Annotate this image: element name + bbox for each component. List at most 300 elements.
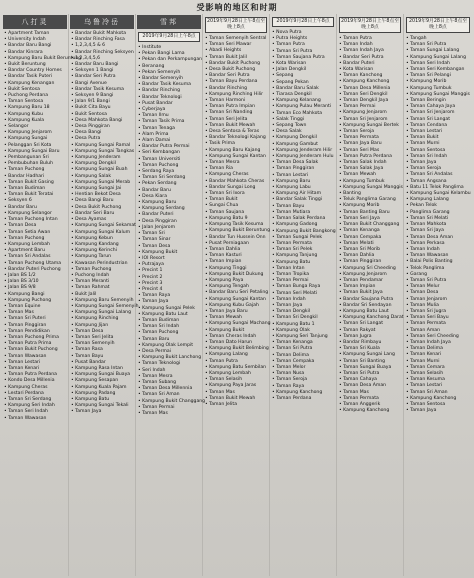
list-item: • Taman Bukit Mewah [205,123,268,129]
list-item: • Taman Permata [339,135,402,141]
list-item: • Bandar Baru Bangi [4,43,67,49]
list-item: • Taman Seri Dengkil [339,92,402,98]
list-item: • Taman Perdana [272,396,335,402]
list-item: • Taman Murni [406,141,471,147]
list-item: • Kampung Sungai Ramal [71,143,134,149]
list-item: • Kampung Rinching [71,316,134,322]
column-5 [270,14,337,576]
list-item: • Pekan Semenyih [138,70,201,76]
list-item: • Taman Lestari [4,360,67,366]
region-banner: 雪邦 [137,15,201,29]
list-item: • Bandar Seri Baru [71,211,134,217]
list-item: • Taman Jaya Baru [339,141,402,147]
list-item: • Taman Bukit [205,197,268,203]
list-item: • Taman Puchong [138,330,201,336]
list-item: • Taman Sri Andalas [406,172,471,178]
list-item: • Kampung Bukit Belimbing [205,346,268,352]
place-list [69,31,139,416]
list-item: • Taman Seroja [339,129,402,135]
list-item: • Taman Puchong Prima [4,335,67,341]
list-item: • Taman Anggerik [339,402,402,408]
list-item: • Taman Bayu [71,354,134,360]
list-item: • Kampung Sungai Tekali [71,403,134,409]
list-item: • Bandar Salak Tinggi [272,197,335,203]
list-item: • Kampung Sungai Lalang [71,310,134,316]
list-item: • Taman Delima [406,346,471,352]
list-item: • Taman Puchong Utama [4,261,67,267]
list-item: • Taman Raya [272,384,335,390]
list-item: • Taman Sri Putra [406,278,471,284]
list-item: • Taman Putra [339,36,402,42]
list-item: • Sepang [272,73,335,79]
list-item: • Taman Aman [406,328,471,334]
list-item: • Kampung Jenderam [71,155,134,161]
list-item: • Taman Sentosa [4,99,67,105]
list-item: • Taman Angsana [406,179,471,185]
list-item: • Kampung Kubu Gajah [205,303,268,309]
list-item: • Nova Putra [272,30,335,36]
list-item: • Taman Wawasan [406,253,471,259]
list-item: • Taman Bukit Jaya [339,290,402,296]
list-item: • Precint 1 [138,268,201,274]
list-item: • Taman Jaya Baru [205,309,268,315]
page-title: 受影响的地区和时期 [196,3,278,12]
list-item: • Taman Ilmu [138,113,201,119]
list-item: • Kampung Baru [138,200,201,206]
list-item: • Kampung Paya Jaras [205,383,268,389]
list-item: • Taman Beringin [406,98,471,104]
list-item: • Kampung Gambut [272,142,335,148]
list-item: • Taman Sentosa [406,402,471,408]
list-item: • Kampung Jenjarom [339,110,402,116]
list-item: • Taman Bukit Changgang [339,222,402,228]
list-item: • Kampung Kanchong [406,396,471,402]
list-item: • Kampung Tasik Kesuma [205,222,268,228]
list-item: • Kampung Sungai Baru [4,149,67,155]
list-item: • Taman Semenyih Sentral [205,36,268,42]
list-item: • IOI Resort [138,256,201,262]
list-item: • Kampung Padang [71,391,134,397]
list-item: • Apartment Baru [4,248,67,254]
place-list [337,36,403,414]
column-1 [2,14,82,576]
list-item: • Taman Seri Bayu [406,315,471,321]
list-item: • Taman Mas [4,310,67,316]
list-item: • Bandar Tasik Kesuma [71,87,134,93]
list-item: • Taman Permai [339,104,402,110]
list-item: • Kampung Kubu [4,112,67,118]
list-item: • Desa Ayamas [71,217,134,223]
list-item: • Taman Rakyat [339,328,402,334]
list-item: • Taman Subang [138,380,201,386]
list-item: • Bandar Sungai Long [205,185,268,191]
list-item: • Taman Lestari [406,129,471,135]
list-item: • Bukit Cita Bayu [71,105,134,111]
list-item: • Panglima Garang [406,210,471,216]
list-item: • Kampung Sungai [4,136,67,142]
list-item: • Kampung Morib [339,203,402,209]
list-item: • Kampung Kanchong Darat [339,315,402,321]
list-item: • Kampung Olak [272,328,335,334]
list-item: • Taman Kasturi [205,253,268,259]
list-item: • Kampung Olak Lempit [138,343,201,349]
list-item: • Kampung Morib [406,79,471,85]
list-item: • Taman Pendamar [339,278,402,284]
list-item: • Bandar Tasik Puteri [4,74,67,80]
list-item: • Pusat Bandar [138,101,201,107]
list-item: • 1,2,3,4,5 & 6 [71,43,134,49]
list-item: • Sepang Pekan [272,80,335,86]
list-item: • Desa Kiara [138,194,201,200]
list-item: • Bandar Baru Bangi [71,62,134,68]
list-item: • Taman Sri Serdang [4,397,67,403]
list-item: • Kampung Jenjarom [339,272,402,278]
list-item: • Taman Putra Prima [4,341,67,347]
list-item: • Taman Seri Jaya [339,216,402,222]
list-item: • Kota Warisan [272,61,335,67]
list-item: • Teluk Panglima Garang [339,197,402,203]
list-item: • Beranang [138,64,201,70]
list-item: • Kampung Tanjung [272,253,335,259]
list-item: • University Indah [4,37,67,43]
list-item: • Kampung Jenderam Hulu [272,154,335,160]
list-item: • Kampung Rasa Intan [71,366,134,372]
list-item: • Seri Kembangan [138,150,201,156]
list-item: • Tasik Prima [205,141,268,147]
list-item: • Institute [138,45,201,51]
list-item: • Taman Putra [272,42,335,48]
list-item: • Taman Permai [272,278,335,284]
list-item: • Taman Budiman [138,318,201,324]
list-item: • Taman Mas [138,411,201,417]
list-item: • Taman Seri Melati [272,291,335,297]
list-item: • Taman Sri Ixora [205,191,268,197]
column-4 [203,14,270,576]
list-item: • Pelanggan Sri Kota [4,143,67,149]
list-item: • Kampung Batu Laut [138,312,201,318]
list-item: • Taman Jelita [205,402,268,408]
list-item: • Bandar Bukit Puchong [205,61,268,67]
place-list [404,36,472,414]
list-item: • Jalan 9/1 Bangi [71,99,134,105]
list-item: • Taman Sri Jugra [406,309,471,315]
list-item: • Taman Indah [272,297,335,303]
list-item: • Taman Bukit Teratai [4,192,67,198]
list-item: • Kampung Bukit [205,328,268,334]
list-item: • Putrajaya [138,262,201,268]
list-item: • Taman Raya [138,293,201,299]
list-item: • Apartment Taman [4,31,67,37]
list-item: • Taman Kenanga [272,340,335,346]
list-item: • Taman Cahaya Jaya [406,104,471,110]
column-6 [337,14,404,576]
list-item: • Taman Sri Nanding [205,110,268,116]
list-item: • Taman Sri Putra [272,346,335,352]
list-item: • Kawasan Perindustrian [71,261,134,267]
list-item: • Alam Damai [138,138,201,144]
list-item: • Taman Harmoni [205,98,268,104]
list-item: • Taman Kenanga [339,228,402,234]
list-item: • Kota Warisan [339,67,402,73]
list-item: • Taman Dahlia [339,253,402,259]
list-item: • Kampung Sungai Pelek [138,306,201,312]
list-item: • Taman Seri Kembangan [406,67,471,73]
list-item: • Kampung Paya [205,278,268,284]
list-item: • Kampung Salak [71,174,134,180]
list-item: • Taman Jenjarom [406,297,471,303]
list-item: • Taman Nusa [272,371,335,377]
list-item: • Serdang Raya [138,169,201,175]
list-item: • Taman Teknologi [138,361,201,367]
list-item: • Taman Sungai Pelek [272,235,335,241]
list-item: • Desa Salak [272,129,335,135]
list-item: • Kampung Kuala [4,118,67,124]
list-item: • Kampung Puchong [4,298,67,304]
list-item: • Kampung Sungai Bertek [339,123,402,129]
list-item: • Taman Bukit [406,135,471,141]
list-item: • Kampung Bukit [138,250,201,256]
list-item: • Kampung Batu Sembilan [205,365,268,371]
list-item: • Taman Desa Aman [406,235,471,241]
list-item: • Taman Sri Putra [339,371,402,377]
list-item: • Kampung Kanchong [339,408,402,414]
list-item: • Taman Jaya [71,409,134,415]
list-item: • Taman Puchong [138,163,201,169]
list-item: • Salak Tinggi [272,117,335,123]
list-item: • Kampung Sungai Kantan [205,154,268,160]
list-item: • Taman Cahaya [339,377,402,383]
list-item: • Taman Bunga Raya [272,284,335,290]
list-item: • Taman Cempaka [339,235,402,241]
list-item: • Puchong Indah [71,273,134,279]
list-item: • Taman Cheras Indah [205,334,268,340]
list-item: • Taman Indah [339,42,402,48]
list-item: • Bandar Rimbayu [339,340,402,346]
list-item: • Kampung Jijan [71,323,134,329]
list-item: • Sepang Town [272,123,335,129]
list-item: • Taman Sri Andalas [4,254,67,260]
list-item: • Seksyen 9 Bangi [71,93,134,99]
list-item: • Taman Sri [138,231,201,237]
list-item: • Putra Heights [272,36,335,42]
list-item: • Taman Bukit Jalil [205,55,268,61]
list-item: • Kampung Bukit Lanchong [138,355,201,361]
list-item: • Bandar Baru Seri Petaling [205,290,268,296]
list-item: • Taman Seroja [272,377,335,383]
list-item: • Bandar Seri Putra [339,55,402,61]
list-item: • Precint 3 [138,281,201,287]
list-item: • Kampung Gadong [272,222,335,228]
list-item: • Bandar Teknologi [138,95,201,101]
list-item: • Taman Tropika [272,272,335,278]
list-item: • Bandar Tasik Kesuma [138,82,201,88]
list-item: • Kampung Sungai Kalum [71,230,134,236]
list-item: • Kampung Kuala Pajam [71,385,134,391]
list-item: • Bandar Mahkota Cheras [205,179,268,185]
list-item: • Taman Seri Indah [406,61,471,67]
list-item: • Kampung Tumbuk [339,179,402,185]
list-item: • Pekan Telok [406,203,471,209]
list-item: • Kampung Sungai Lang [339,352,402,358]
list-item: • Precint 4 [138,287,201,293]
list-item: • Kampung Tinggi [205,266,268,272]
list-item: • Kampung Kenangan [4,81,67,87]
list-item: • Taman Melor [272,365,335,371]
list-item: • Kampung Lembah [4,242,67,248]
list-item: • Kampung Bangi [4,292,67,298]
list-item: • Taman Sri Kuala [339,346,402,352]
list-item: • Kampung Pulau Meranti [272,104,335,110]
list-item: • Kampung Seri Tanjung [272,334,335,340]
list-item: • Taman Puchong Intan [4,217,67,223]
list-item: • Taman Dahlia [205,247,268,253]
list-item: • Desa Sentosa & Teras [205,129,268,135]
list-item: • Taman Puchong [4,236,67,242]
list-item: • Taman Sentosa [406,148,471,154]
list-item: • Taman Sri Indah [406,154,471,160]
list-item: • Taman Cemara [406,365,471,371]
list-item: • Bandar Putra Permai [138,144,201,150]
list-item: • Kampung Labu [272,185,335,191]
list-item: • Taman Sri Jenjarom [406,110,471,116]
list-item: • Taman Sri Puteri [4,316,67,322]
list-item: • Bandar Semenyih [138,76,201,82]
list-item: • Taman Desa [71,329,134,335]
list-item: • Taman Rasa [71,347,134,353]
list-item: • Desa Bukit Puchong [205,67,268,73]
list-item: • Taman Delima [272,353,335,359]
list-item: • Precint 2 [138,275,201,281]
list-item: • Taman Permata [272,241,335,247]
list-item: • Taman Pinggiran [4,323,67,329]
list-item: • Taman Indah Jaya [339,48,402,54]
list-item: • Taman Seri Mawar [205,42,268,48]
list-item: • Cyberjaya [138,107,201,113]
date-note: 2019年9月28日上午8点至晚上8点 [406,17,470,33]
list-item: • Taman Salak Perdana [272,216,335,222]
list-item: • Taman Jugra [339,334,402,340]
list-item: • Alam Prima [138,132,201,138]
list-item: • Bandar Rinching Fasa [71,37,134,43]
list-item: • Jalan BS 3/10 [4,279,67,285]
list-item: • Taman Mas [205,390,268,396]
date-note: 2019年9月28日上午8点 [138,32,200,42]
list-item: • Taman Desa Salak [272,160,335,166]
list-item: • Pekan Bangi Lama [138,51,201,57]
list-item: • Taman Sri Pelangi [406,73,471,79]
list-item: • Desa Pinggiran [71,124,134,130]
list-item: • Taman Bukit Gasing [4,180,67,186]
list-item: • Taman Bukit Mewah [205,396,268,402]
list-item: • Hentian Bekot Desa [71,192,134,198]
list-item: • Desa Mahkota Bangi [71,118,134,124]
list-item: • Kampung Sri Cheeding [339,266,402,272]
list-item: • Kampung Batu Laut [339,309,402,315]
list-item: • Taman Wawasan [4,416,67,422]
list-item: • Puchong Perdana [4,93,67,99]
list-item: • Taman Jaya [406,160,471,166]
list-item: • Kampung Kelanang [272,98,335,104]
list-item: • Taman Seri Jelita [205,117,268,123]
date-note: 2019年9月28日上午8点 [272,17,334,27]
list-item: • Taman Melati [339,241,402,247]
list-item: • Pekan dan Perkampungan [138,57,201,63]
list-item: • Kampung Selangor [4,211,67,217]
list-item: • Kampung Sungai Kantan [205,297,268,303]
list-item: • Kampung Sungai Tangkas [71,149,134,155]
list-item: • Kampung Kerinchi [71,248,134,254]
list-item: • Taman Permai [138,405,201,411]
list-item: • Taman Desa Millenia [339,86,402,92]
list-item: • Taman Sri Dengkil [272,315,335,321]
list-item: • Abadi Heights [205,48,268,54]
list-item: • Taman Ria [205,166,268,172]
list-item: • Taman Tasik Prima [138,119,201,125]
list-item: • Desa Putra [71,136,134,142]
list-item: • Kampung Batu 9 [205,216,268,222]
list-item: • Seksyen 6 [4,198,67,204]
list-item: • Taman Sungai Lalang [406,48,471,54]
list-item: • Kampung Baru Kajang [205,148,268,154]
list-item: • Kampung Sungai Merab [71,180,134,186]
list-item: • Bandar Rinching [138,88,201,94]
list-item: • Pusat Bandar [71,360,134,366]
list-item: • Bandar Hadhari [4,174,67,180]
list-item: • Jalan Dengkil [272,67,335,73]
list-item: • Taman Intan [272,266,335,272]
list-item: • Taman Indah [406,247,471,253]
list-item: • Pekan Serdang [138,181,201,187]
list-item: • Taman Seroja [406,166,471,172]
list-item: • Taman Mahkota [406,222,471,228]
list-item: • Taman Rahmat [71,285,134,291]
list-item: • Bandar Rinching Seksyen [71,50,134,56]
list-item: • Kampung Rinching Hilir [205,92,268,98]
list-item: • Taman Puchong [71,267,134,273]
list-item: • Taman Sri Indah [138,324,201,330]
list-item: • Taman Sri Jaya [406,228,471,234]
list-item: • Taman Mesra [138,374,201,380]
list-item: • Kampung Cheras [205,172,268,178]
list-item: • Telok Panglima [406,266,471,272]
list-item: • Bandar Puteri Puchong [4,267,67,273]
list-item: • Taman Dengkil Jaya [339,98,402,104]
list-item: • Taman Indah Jaya [406,340,471,346]
list-item: • Taman Sri Jenjarom [339,117,402,123]
list-item: • Taman Desa Millennia [138,386,201,392]
list-item: • Bandar Baru [4,205,67,211]
list-item: • Taman Pinggiran [339,259,402,265]
list-item: • Taman Equine [4,304,67,310]
date-note: 2019年9月28日上午8点至晚上8点 [205,17,267,33]
list-item: • Taman Mulia [406,303,471,309]
list-item: • Taman Kenari [4,366,67,372]
list-item: • Kampung Sungai Manggis [339,185,402,191]
list-item: • Kampung Cheras [4,385,67,391]
list-item: • Kampung Kebun [71,236,134,242]
list-item: • Taman Sri Pelek [272,247,335,253]
list-item: • Taman Banting Baru [339,210,402,216]
list-item: • Kampung Sungai Machang [205,321,268,327]
list-item: • Taman Sri Putra [272,49,335,55]
list-item: • Taman Meranti [71,279,134,285]
list-item: • Taman Mewah [339,172,402,178]
list-item: • Taman Desa [406,290,471,296]
list-item: • Pembangunan Sri [4,155,67,161]
list-item: • Taman Pendidikan [4,329,67,335]
list-item: • Garang [406,272,471,278]
column-3 [136,14,206,576]
